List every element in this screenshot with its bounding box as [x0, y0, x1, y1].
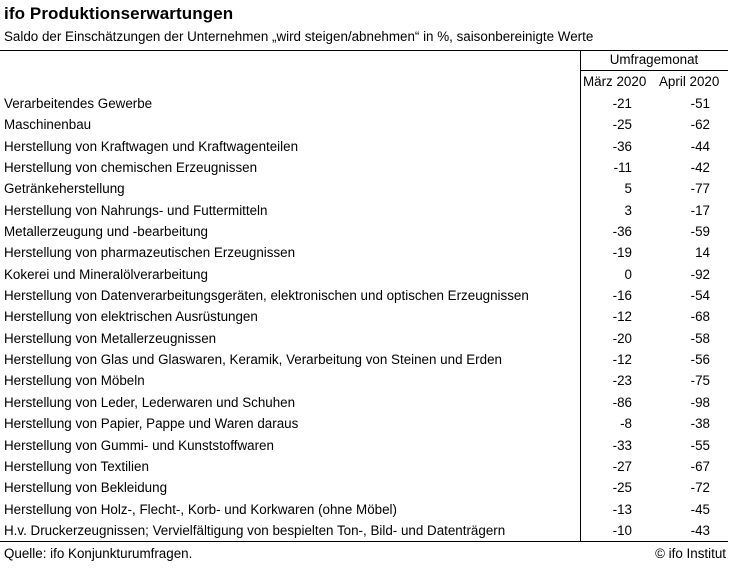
- value-march: -36: [612, 224, 632, 240]
- table-row: [0, 136, 728, 157]
- value-april: 14: [695, 245, 710, 261]
- value-april: -68: [690, 309, 710, 325]
- value-april: -44: [690, 138, 710, 154]
- value-april: -77: [690, 181, 710, 197]
- table-row: [0, 435, 728, 456]
- value-march: -16: [612, 288, 632, 304]
- page-subtitle: Saldo der Einschätzungen der Unternehmen „wird steigen/abnehmen“ in %, saisonbereinigte Werte: [4, 29, 594, 44]
- row-label: Herstellung von Gummi- und Kunststoffwaren: [4, 437, 274, 453]
- value-march: -27: [612, 458, 632, 474]
- value-april: -56: [690, 352, 710, 368]
- table-row: [0, 499, 728, 520]
- value-april: -98: [690, 394, 710, 410]
- value-april: -58: [690, 330, 710, 346]
- value-march: -20: [612, 330, 632, 346]
- value-april: -54: [690, 288, 710, 304]
- value-april: -45: [690, 501, 710, 517]
- column-group-header: Umfragemonat: [609, 52, 699, 67]
- value-march: -33: [612, 437, 632, 453]
- value-april: -59: [690, 224, 710, 240]
- value-march: -8: [620, 416, 632, 432]
- copyright-note: © ifo Institut: [655, 546, 726, 561]
- table-row: [0, 520, 728, 541]
- table-top-rule: [0, 50, 728, 51]
- source-note: Quelle: ifo Konjunkturumfragen.: [4, 546, 193, 561]
- value-april: -67: [690, 458, 710, 474]
- table-row: [0, 114, 728, 135]
- table-body: [0, 93, 728, 541]
- value-march: -23: [612, 373, 632, 389]
- column-header-april: April 2020: [659, 74, 720, 89]
- table-row: [0, 328, 728, 349]
- table-row: [0, 413, 728, 434]
- row-label: Metallerzeugung und -bearbeitung: [4, 224, 208, 240]
- page-title: ifo Produktionserwartungen: [4, 4, 234, 23]
- value-april: -72: [690, 480, 710, 496]
- table-bottom-rule: [0, 541, 728, 542]
- value-april: -62: [690, 117, 710, 133]
- row-label: Herstellung von Kraftwagen und Kraftwagenteilen: [4, 138, 299, 154]
- value-march: -86: [612, 394, 632, 410]
- table-row: [0, 93, 728, 114]
- table-row: [0, 157, 728, 178]
- value-april: -75: [690, 373, 710, 389]
- value-april: -17: [690, 202, 710, 218]
- row-label: Kokerei und Mineralölverarbeitung: [4, 266, 208, 282]
- table-row: [0, 370, 728, 391]
- table-row: [0, 285, 728, 306]
- value-march: -12: [612, 309, 632, 325]
- value-april: -43: [690, 522, 710, 538]
- value-march: -21: [612, 96, 632, 111]
- value-march: -25: [612, 480, 632, 496]
- value-april: -38: [690, 416, 710, 432]
- value-march: -10: [612, 522, 632, 538]
- row-label: Verarbeitendes Gewerbe: [4, 96, 153, 111]
- value-march: 3: [624, 202, 632, 218]
- column-group-underline: [580, 70, 728, 71]
- row-label: Herstellung von Möbeln: [4, 373, 145, 389]
- row-label: Getränkeherstellung: [4, 181, 125, 197]
- value-april: -42: [690, 160, 710, 176]
- value-march: -13: [612, 501, 632, 517]
- row-label: Herstellung von Papier, Pappe und Waren daraus: [4, 416, 299, 432]
- column-header-march: März 2020: [583, 74, 647, 89]
- value-april: -51: [690, 96, 710, 111]
- value-april: -55: [690, 437, 710, 453]
- table-row: [0, 392, 728, 413]
- table-row: [0, 456, 728, 477]
- table-row: [0, 200, 728, 221]
- value-march: -11: [613, 160, 632, 176]
- value-april: -92: [690, 266, 710, 282]
- row-label: Herstellung von Textilien: [4, 458, 149, 474]
- row-label: Herstellung von pharmazeutischen Erzeugnissen: [4, 245, 296, 261]
- value-march: 0: [624, 266, 632, 282]
- row-label: Herstellung von chemischen Erzeugnissen: [4, 160, 258, 176]
- row-label: Herstellung von Leder, Lederwaren und Schuhen: [4, 394, 296, 410]
- table-row: [0, 349, 728, 370]
- row-label: H.v. Druckerzeugnissen; Vervielfältigung von bespielten Ton-, Bild- und Datenträgern: [4, 522, 506, 538]
- table-row: [0, 477, 728, 498]
- value-march: -19: [612, 245, 632, 261]
- row-label: Herstellung von Bekleidung: [4, 480, 168, 496]
- table-row: [0, 306, 728, 327]
- row-label: Herstellung von Metallerzeugnissen: [4, 330, 217, 346]
- row-label: Herstellung von elektrischen Ausrüstungen: [4, 309, 258, 325]
- row-label: Herstellung von Holz-, Flecht-, Korb- und Korkwaren (ohne Möbel): [4, 501, 397, 517]
- row-label: Herstellung von Nahrungs- und Futtermitteln: [4, 202, 268, 218]
- value-march: -25: [612, 117, 632, 133]
- value-march: -12: [612, 352, 632, 368]
- row-label: Herstellung von Datenverarbeitungsgeräten, elektronischen und optischen Erzeugnissen: [4, 288, 529, 304]
- row-label: Maschinenbau: [4, 117, 92, 133]
- table-row: [0, 221, 728, 242]
- value-march: 5: [624, 181, 632, 197]
- row-label: Herstellung von Glas und Glaswaren, Keramik, Verarbeitung von Steinen und Erden: [4, 352, 502, 368]
- table-row: [0, 242, 728, 263]
- table-row: [0, 264, 728, 285]
- value-march: -36: [612, 138, 632, 154]
- table-row: [0, 178, 728, 199]
